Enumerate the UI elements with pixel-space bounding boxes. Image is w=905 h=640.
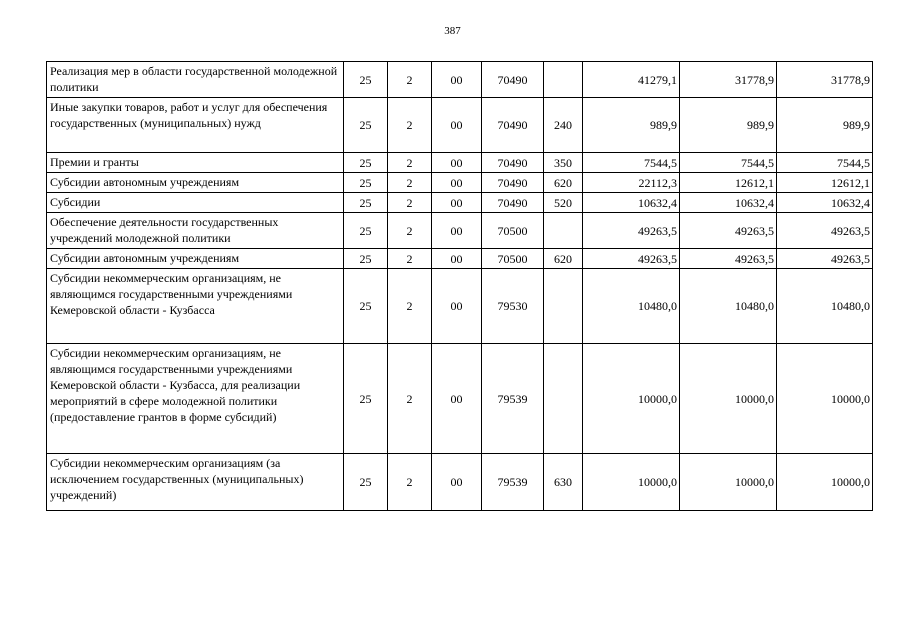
code-cell-5: 630 (544, 454, 583, 511)
code-cell-3: 00 (432, 62, 482, 98)
row-name-cell: Обеспечение деятельности государственных учреждений молодежной политики (47, 213, 344, 249)
amount-cell-2: 12612,1 (680, 173, 777, 193)
amount-cell-1: 10480,0 (583, 269, 680, 344)
code-cell-5: 620 (544, 173, 583, 193)
row-name-cell: Иные закупки товаров, работ и услуг для обеспечения государственных (муниципальных) нужд (47, 98, 344, 153)
code-cell-4: 70500 (482, 213, 544, 249)
code-cell-2: 2 (388, 98, 432, 153)
budget-table (46, 61, 873, 511)
amount-cell-3: 49263,5 (777, 213, 873, 249)
code-cell-2: 2 (388, 344, 432, 454)
code-cell-1: 25 (344, 153, 388, 173)
amount-cell-3: 7544,5 (777, 153, 873, 173)
table-row (47, 213, 873, 249)
code-cell-1: 25 (344, 454, 388, 511)
table-row (47, 173, 873, 193)
code-cell-3: 00 (432, 454, 482, 511)
code-cell-3: 00 (432, 249, 482, 269)
amount-cell-1: 10000,0 (583, 454, 680, 511)
amount-cell-1: 10000,0 (583, 344, 680, 454)
code-cell-2: 2 (388, 173, 432, 193)
amount-cell-1: 7544,5 (583, 153, 680, 173)
row-name-cell: Субсидии (47, 193, 344, 213)
amount-cell-3: 989,9 (777, 98, 873, 153)
amount-cell-3: 12612,1 (777, 173, 873, 193)
code-cell-3: 00 (432, 269, 482, 344)
amount-cell-3: 10000,0 (777, 454, 873, 511)
table-row (47, 62, 873, 98)
amount-cell-2: 49263,5 (680, 249, 777, 269)
code-cell-5 (544, 62, 583, 98)
code-cell-2: 2 (388, 153, 432, 173)
amount-cell-2: 989,9 (680, 98, 777, 153)
table-row (47, 454, 873, 511)
code-cell-3: 00 (432, 193, 482, 213)
amount-cell-2: 49263,5 (680, 213, 777, 249)
code-cell-5 (544, 269, 583, 344)
row-name-cell: Субсидии некоммерческим организациям, не являющимся государственными учреждениями Кемеровской области - Кузбасса, для реализации мероприятий в сфере молодежной политики (предоставление грантов в форме субсидий) (47, 344, 344, 454)
amount-cell-2: 10480,0 (680, 269, 777, 344)
code-cell-5: 620 (544, 249, 583, 269)
amount-cell-3: 49263,5 (777, 249, 873, 269)
table-row (47, 98, 873, 153)
code-cell-4: 79539 (482, 344, 544, 454)
amount-cell-2: 10000,0 (680, 454, 777, 511)
code-cell-4: 70490 (482, 62, 544, 98)
code-cell-1: 25 (344, 344, 388, 454)
code-cell-2: 2 (388, 193, 432, 213)
table-row (47, 269, 873, 344)
amount-cell-3: 10000,0 (777, 344, 873, 454)
code-cell-5 (544, 344, 583, 454)
code-cell-1: 25 (344, 62, 388, 98)
amount-cell-2: 10000,0 (680, 344, 777, 454)
code-cell-3: 00 (432, 344, 482, 454)
code-cell-4: 70490 (482, 98, 544, 153)
code-cell-2: 2 (388, 269, 432, 344)
code-cell-5: 350 (544, 153, 583, 173)
amount-cell-1: 49263,5 (583, 249, 680, 269)
row-name-cell: Премии и гранты (47, 153, 344, 173)
amount-cell-1: 10632,4 (583, 193, 680, 213)
code-cell-1: 25 (344, 98, 388, 153)
amount-cell-2: 31778,9 (680, 62, 777, 98)
code-cell-3: 00 (432, 98, 482, 153)
row-name-cell: Субсидии некоммерческим организациям (за исключением государственных (муниципальных) учреждений) (47, 454, 344, 511)
amount-cell-3: 10480,0 (777, 269, 873, 344)
code-cell-4: 79539 (482, 454, 544, 511)
amount-cell-1: 49263,5 (583, 213, 680, 249)
code-cell-3: 00 (432, 153, 482, 173)
code-cell-2: 2 (388, 62, 432, 98)
table-row (47, 249, 873, 269)
amount-cell-3: 10632,4 (777, 193, 873, 213)
amount-cell-1: 41279,1 (583, 62, 680, 98)
code-cell-1: 25 (344, 193, 388, 213)
page-number: 387 (444, 25, 461, 37)
row-name-cell: Субсидии автономным учреждениям (47, 173, 344, 193)
code-cell-1: 25 (344, 173, 388, 193)
code-cell-2: 2 (388, 213, 432, 249)
code-cell-3: 00 (432, 173, 482, 193)
code-cell-5: 520 (544, 193, 583, 213)
code-cell-2: 2 (388, 249, 432, 269)
amount-cell-1: 989,9 (583, 98, 680, 153)
table-row (47, 193, 873, 213)
amount-cell-2: 7544,5 (680, 153, 777, 173)
code-cell-5: 240 (544, 98, 583, 153)
table-row (47, 153, 873, 173)
code-cell-4: 70500 (482, 249, 544, 269)
code-cell-4: 70490 (482, 153, 544, 173)
code-cell-2: 2 (388, 454, 432, 511)
amount-cell-2: 10632,4 (680, 193, 777, 213)
code-cell-1: 25 (344, 269, 388, 344)
row-name-cell: Реализация мер в области государственной молодежной политики (47, 62, 344, 98)
row-name-cell: Субсидии некоммерческим организациям, не являющимся государственными учреждениями Кемеровской области - Кузбасса (47, 269, 344, 344)
code-cell-5 (544, 213, 583, 249)
code-cell-1: 25 (344, 213, 388, 249)
table-row (47, 344, 873, 454)
amount-cell-1: 22112,3 (583, 173, 680, 193)
code-cell-3: 00 (432, 213, 482, 249)
amount-cell-3: 31778,9 (777, 62, 873, 98)
code-cell-4: 70490 (482, 193, 544, 213)
row-name-cell: Субсидии автономным учреждениям (47, 249, 344, 269)
code-cell-4: 70490 (482, 173, 544, 193)
code-cell-1: 25 (344, 249, 388, 269)
code-cell-4: 79530 (482, 269, 544, 344)
